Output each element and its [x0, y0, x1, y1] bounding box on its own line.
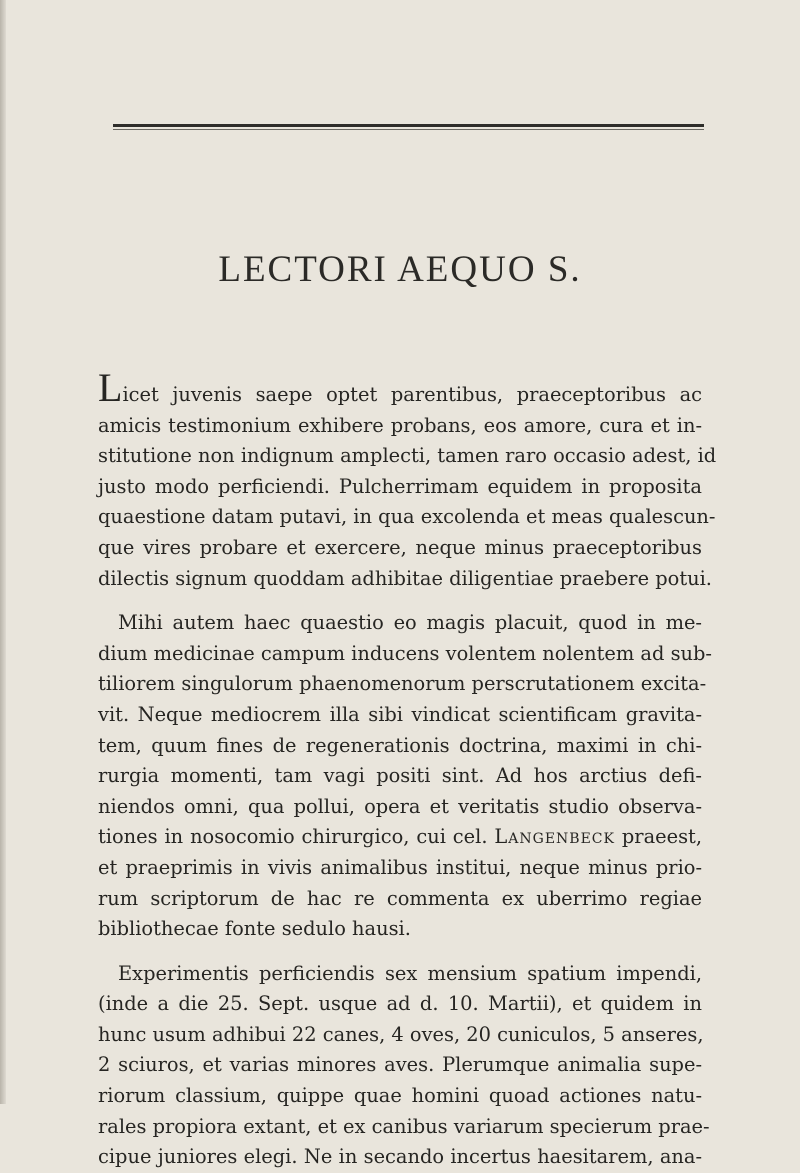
text-line: quaestione datam putavi, in qua excolenda et meas qualescun-	[98, 505, 716, 529]
text-line: Licet juvenis saepe optet parentibus, praeceptoribus ac	[98, 365, 702, 410]
page-edge	[0, 0, 6, 1104]
text-line: vit. Neque mediocrem illa sibi vindicat scientificam gravita-	[98, 702, 702, 726]
text-line: 2 sciuros, et varias minores aves. Plerumque animalia supe-	[98, 1053, 702, 1077]
text-line: que vires probare et exercere, neque minus praeceptoribus	[98, 535, 702, 559]
text-line: rum scriptorum de hac re commenta ex uberrimo regiae	[98, 886, 702, 910]
text-line: Experimentis perficiendis sex mensium spatium impendi,	[118, 961, 702, 985]
text-line: tiones in nosocomio chirurgico, cui cel. Langenbeck praeest,	[98, 825, 702, 849]
author-name: Langenbeck	[494, 825, 615, 849]
paragraph-2	[98, 608, 712, 945]
text-line: niendos omni, qua pollui, opera et veritatis studio observa-	[98, 794, 702, 818]
text-line: riorum classium, quippe quae homini quoad actiones natu-	[98, 1084, 702, 1108]
text-line: bibliothecae fonte sedulo hausi.	[98, 917, 411, 941]
header-rule-thin	[113, 129, 704, 130]
header-rule	[113, 124, 704, 127]
text-line: et praeprimis in vivis animalibus institui, neque minus prio-	[98, 855, 702, 879]
text-line: amicis testimonium exhibere probans, eos amore, cura et in-	[98, 413, 702, 437]
text-line: dium medicinae campum inducens volentem nolentem ad sub-	[98, 641, 712, 665]
text-line: justo modo perficiendi. Pulcherrimam equidem in proposita	[98, 474, 702, 498]
paragraph-1	[98, 365, 717, 594]
paragraph-3	[98, 959, 710, 1173]
text-line: cipue juniores elegi. Ne in secando incertus haesitarem, ana-	[98, 1145, 702, 1169]
drop-cap: L	[98, 365, 123, 410]
page-heading: LECTORI AEQUO S.	[218, 249, 582, 290]
text-line: dilectis signum quoddam adhibitae diligentiae praebere potui.	[98, 566, 712, 590]
text-line: tem, quum fines de regenerationis doctrina, maximi in chi-	[98, 733, 702, 757]
text-line: tiliorem singulorum phaenomenorum perscrutationem excita-	[98, 672, 707, 696]
text-line: hunc usum adhibui 22 canes, 4 oves, 20 cuniculos, 5 anseres,	[98, 1022, 704, 1046]
text-line: rales propiora extant, et ex canibus variarum specierum prae-	[98, 1114, 710, 1138]
text-line: Mihi autem haec quaestio eo magis placuit, quod in me-	[118, 611, 702, 635]
text-line: rurgia momenti, tam vagi positi sint. Ad hos arctius defi-	[98, 764, 702, 788]
text-line: (inde a die 25. Sept. usque ad d. 10. Martii), et quidem in	[98, 992, 702, 1016]
body-text	[98, 365, 717, 1173]
text-line: stitutione non indignum amplecti, tamen raro occasio adest, id	[98, 444, 717, 468]
